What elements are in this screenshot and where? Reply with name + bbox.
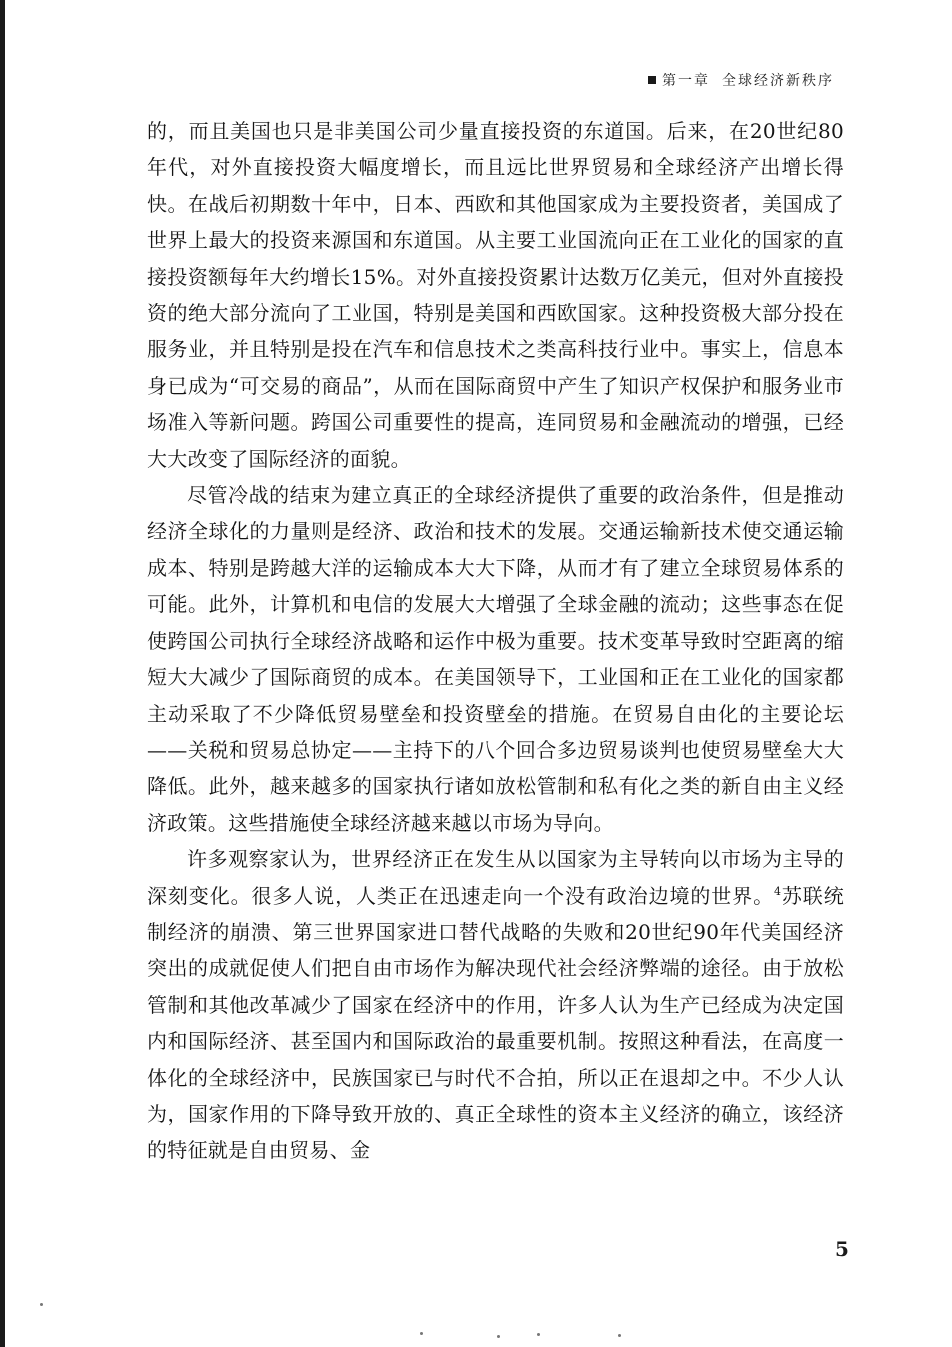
scan-speck bbox=[497, 1335, 500, 1338]
paragraph-3-part-1: 许多观察家认为，世界经济正在发生从以国家为主导转向以市场为主导的深刻变化。很多人说，人类正在迅速走向一个没有政治边境的世界。 bbox=[147, 847, 844, 908]
scan-speck bbox=[618, 1334, 621, 1337]
paragraph-2: 尽管冷战的结束为建立真正的全球经济提供了重要的政治条件，但是推动经济全球化的力量则是经济、政治和技术的发展。交通运输新技术使交通运输成本、特别是跨越大洋的运输成本大大下降，从而才有了建立全球贸易体系的可能。此外，计算机和电信的发展大大增强了全球金融的流动；这些事态在促使跨国公司执行全球经济战略和运作中极为重要。技术变革导致时空距离的缩短大大减少了国际商贸的成本。在美国领导下，工业国和正在工业化的国家都主动采取了不少降低贸易壁垒和投资壁垒的措施。在贸易自由化的主要论坛——关税和贸易总协定——主持下的八个回合多边贸易谈判也使贸易壁垒大大降低。此外，越来越多的国家执行诸如放松管制和私有化之类的新自由主义经济政策。这些措施使全球经济越来越以市场为导向。 bbox=[147, 483, 844, 835]
paragraph-3-part-2: 苏联统制经济的崩溃、第三世界国家进口替代战略的失败和20世纪90年代美国经济突出的成就促使人们把自由市场作为解决现代社会经济弊端的途径。由于放松管制和其他改革减少了国家在经济中的作用，许多人认为生产已经成为决定国内和国际经济、甚至国内和国际政治的最重要机制。按照这种看法，在高度一体化的全球经济中，民族国家已与时代不合拍，所以正在退却之中。不少人认为，国家作用的下降导致开放的、真正全球性的资本主义经济的确立，该经济的特征就是自由贸易、金 bbox=[147, 883, 844, 1163]
paragraph-3 bbox=[147, 841, 844, 1169]
scan-speck bbox=[40, 1303, 43, 1306]
scan-left-edge bbox=[0, 0, 5, 1347]
footnote-marker: 4 bbox=[773, 884, 782, 898]
header-square-mark bbox=[648, 76, 656, 84]
scan-speck bbox=[537, 1333, 540, 1336]
running-header bbox=[648, 70, 834, 90]
text-body bbox=[147, 113, 844, 1169]
page-number: 5 bbox=[835, 1237, 849, 1261]
header-title: 全球经济新秩序 bbox=[722, 73, 834, 89]
header-chapter: 第一章 bbox=[662, 73, 710, 89]
paragraph-1: 的，而且美国也只是非美国公司少量直接投资的东道国。后来，在20世纪80年代，对外直接投资大幅度增长，而且远比世界贸易和全球经济产出增长得快。在战后初期数十年中，日本、西欧和其他国家成为主要投资者，美国成了世界上最大的投资来源国和东道国。从主要工业国流向正在工业化的国家的直接投资额每年大约增长15%。对外直接投资累计达数万亿美元，但对外直接投资的绝大部分流向了工业国，特别是美国和西欧国家。这种投资极大部分投在服务业，并且特别是投在汽车和信息技术之类高科技行业中。事实上，信息本身已成为“可交易的商品”，从而在国际商贸中产生了知识产权保护和服务业市场准入等新问题。跨国公司重要性的提高，连同贸易和金融流动的增强，已经大大改变了国际经济的面貌。 bbox=[147, 119, 844, 471]
scan-speck bbox=[420, 1332, 423, 1335]
